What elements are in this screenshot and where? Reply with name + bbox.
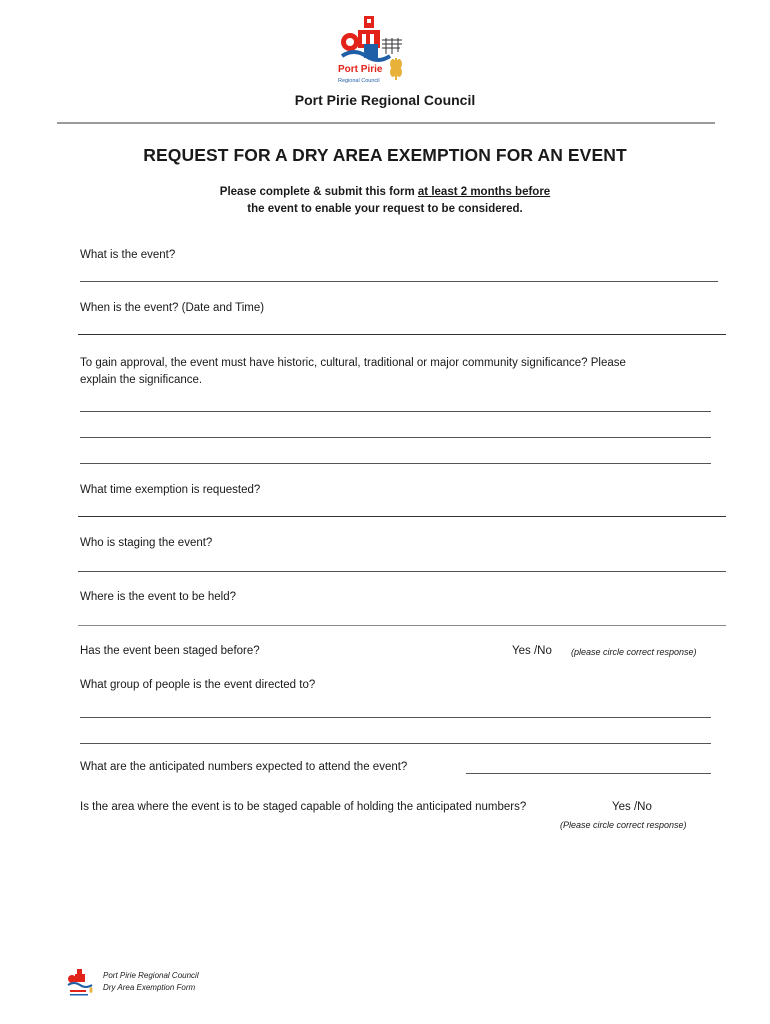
answer-line-target-group-2[interactable] [80,743,711,744]
footer-council-name: Port Pirie Regional Council [103,971,199,980]
answer-line-significance-1[interactable] [80,411,711,412]
instructions-text: Please complete & submit this form [219,186,418,198]
instructions-deadline: at least 2 months before [417,186,551,198]
footer-logo [66,968,96,998]
staged-before-yes-no[interactable]: Yes /No [512,645,552,657]
question-event: What is the event? [80,249,176,261]
answer-line-time-exemption[interactable] [78,516,726,517]
answer-line-significance-2[interactable] [80,437,711,438]
question-staging: Who is staging the event? [80,537,213,549]
answer-line-date-time[interactable] [78,334,726,335]
capacity-yes-no[interactable]: Yes /No [612,801,652,813]
answer-line-target-group-1[interactable] [80,717,711,718]
question-significance-line2: explain the significance. [80,374,203,386]
instructions-line2: the event to enable your request to be considered. [247,203,523,215]
question-significance [80,355,626,389]
staged-before-hint: (please circle correct response) [571,647,697,657]
question-staged-before: Has the event been staged before? [80,645,260,657]
logo-text-line2: Regional Council [338,78,380,84]
question-significance-line1: To gain approval, the event must have historic, cultural, traditional or major community significance? Please [80,357,626,369]
answer-line-significance-3[interactable] [80,463,711,464]
form-title: REQUEST FOR A DRY AREA EXEMPTION FOR AN EVENT [143,145,627,165]
header-divider [57,122,715,124]
question-location: Where is the event to be held? [80,591,236,603]
question-anticipated-numbers: What are the anticipated numbers expected to attend the event? [80,761,408,773]
port-pirie-logo [334,14,408,90]
answer-line-anticipated-numbers[interactable] [466,773,711,774]
question-capacity: Is the area where the event is to be staged capable of holding the anticipated numbers? [80,801,527,813]
footer-text [103,970,199,994]
logo-text-line1: Port Pirie [338,64,383,75]
question-time-exemption: What time exemption is requested? [80,484,261,496]
answer-line-event[interactable] [80,281,718,282]
council-name: Port Pirie Regional Council [294,92,476,108]
question-target-group: What group of people is the event directed to? [80,679,316,691]
instructions [0,184,770,218]
capacity-hint: (Please circle correct response) [560,820,687,830]
answer-line-location[interactable] [78,625,726,626]
question-date-time: When is the event? (Date and Time) [80,302,265,314]
footer-form-name: Dry Area Exemption Form [103,983,196,992]
answer-line-staging[interactable] [78,571,726,572]
